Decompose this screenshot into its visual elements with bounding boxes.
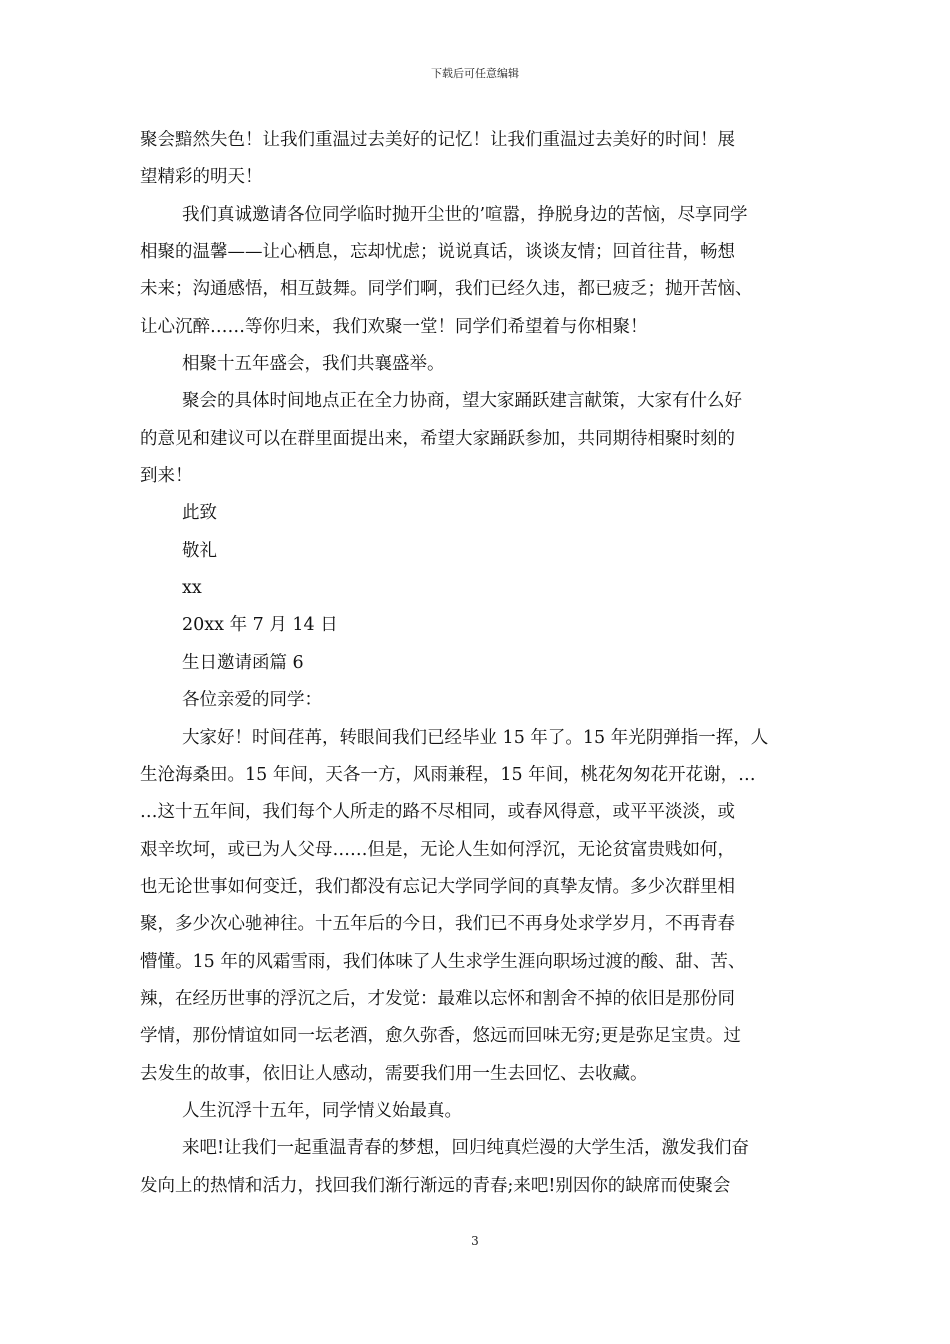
- text-line: 艰辛坎坷，或已为人父母……但是，无论人生如何浮沉，无论贫富贵贱如何，: [140, 839, 735, 860]
- text-line: 的意见和建议可以在群里面提出来，希望大家踊跃参加，共同期待相聚时刻的: [140, 428, 735, 449]
- text-line: 此致: [182, 503, 217, 524]
- document-body: [140, 122, 812, 1205]
- text-line: 20xx 年 7 月 14 日: [182, 615, 338, 636]
- text-line: 聚会黯然失色！让我们重温过去美好的记忆！让我们重温过去美好的时间！展: [140, 130, 735, 150]
- text-line: 到来！: [140, 466, 193, 487]
- text-line: 各位亲爱的同学：: [182, 690, 322, 711]
- text-line: 人生沉浮十五年，同学情义始最真。: [182, 1100, 462, 1121]
- text-line: 也无论世事如何变迁，我们都没有忘记大学同学间的真挚友情。多少次群里相: [140, 876, 735, 897]
- text-line: …这十五年间，我们每个人所走的路不尽相同，或春风得意，或平平淡淡，或: [140, 802, 735, 823]
- text-line: 聚会的具体时间地点正在全力协商，望大家踊跃建言献策，大家有什么好: [182, 391, 742, 412]
- page-number: 3: [471, 1234, 479, 1248]
- text-line: 生日邀请函篇 6: [182, 652, 304, 673]
- text-line: 相聚的温馨——让心栖息，忘却忧虑；说说真话，谈谈友情；回首往昔，畅想: [140, 242, 735, 263]
- text-line: 来吧!让我们一起重温青春的梦想，回归纯真烂漫的大学生活，激发我们奋: [182, 1138, 750, 1159]
- page-header: 下载后可任意编辑: [431, 67, 519, 80]
- text-line: 相聚十五年盛会，我们共襄盛举。: [182, 354, 445, 375]
- text-line: 学情，那份情谊如同一坛老酒，愈久弥香，悠远而回味无穷;更是弥足宝贵。过: [140, 1026, 741, 1047]
- text-line: 敬礼: [182, 540, 217, 561]
- text-line: 聚，多少次心驰神往。十五年后的今日，我们已不再身处求学岁月，不再青春: [140, 914, 735, 935]
- text-line: 发向上的热情和活力，找回我们渐行渐远的青春;来吧!别因你的缺席而使聚会: [140, 1175, 731, 1196]
- text-line: xx: [182, 578, 202, 599]
- text-line: 去发生的故事，依旧让人感动，需要我们用一生去回忆、去收藏。: [140, 1063, 648, 1084]
- text-line: 未来；沟通感悟，相互鼓舞。同学们啊，我们已经久违，都已疲乏；抛开苦恼、: [140, 279, 753, 300]
- text-line: 生沧海桑田。15 年间，天各一方，风雨兼程，15 年间，桃花匆匆花开花谢，…: [140, 764, 756, 785]
- text-line: 大家好！时间荏苒，转眼间我们已经毕业 15 年了。15 年光阴弹指一挥，人: [182, 727, 769, 748]
- text-line: 辣，在经历世事的浮沉之后，才发觉：最难以忘怀和割舍不掉的依旧是那份同: [140, 988, 735, 1009]
- text-line: 懵懂。15 年的风霜雪雨，我们体味了人生求学生涯向职场过渡的酸、甜、苦、: [140, 951, 746, 972]
- text-line: 让心沉醉……等你归来，我们欢聚一堂！同学们希望着与你相聚！: [140, 316, 648, 337]
- text-line: 望精彩的明天！: [140, 167, 263, 188]
- text-line: 我们真诚邀请各位同学临时抛开尘世的’喧嚣，挣脱身边的苦恼，尽享同学: [182, 204, 748, 225]
